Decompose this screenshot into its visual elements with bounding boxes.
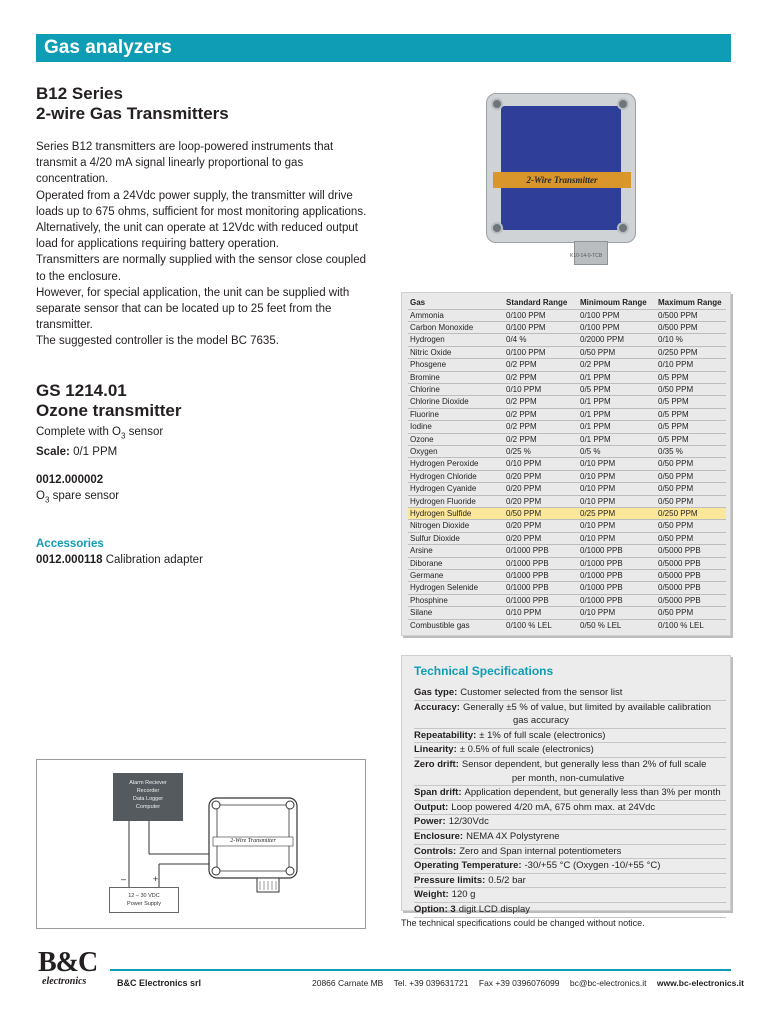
wiring-diagram [36,759,366,929]
spec-value: Loop powered 4/20 mA, 675 ohm max. at 24Vdc [451,801,656,813]
gas-name-cell: Oxygen [408,445,504,457]
table-row [408,371,726,383]
table-row [408,445,726,457]
range-cell: 0/20 PPM [504,470,578,482]
range-cell: 0/10 PPM [504,607,578,619]
range-cell: 0/10 % [656,334,726,346]
spec-value: NEMA 4X Polystyrene [466,830,560,842]
range-cell: 0/2 PPM [504,396,578,408]
range-cell: 0/1000 PPB [578,594,656,606]
range-cell: 0/35 % [656,445,726,457]
spec-row [414,758,726,786]
range-cell: 0/50 PPM [656,520,726,532]
range-cell: 0/20 PPM [504,532,578,544]
table-row [408,582,726,594]
spec-value: 120 g [451,889,476,901]
spec-value: Sensor dependent, but generally less than 2% of full scale per month, non-cumulative [461,758,707,784]
series-title [36,84,229,124]
range-cell: 0/20 PPM [504,520,578,532]
spec-key: Zero drift: [414,758,459,770]
company-logo [36,948,106,992]
spec-key: Enclosure: [414,830,464,842]
specs-title: Technical Specifications [414,664,554,678]
spec-key: Span drift: [414,787,462,799]
table-row [408,396,726,408]
gas-range-table [401,292,731,636]
table-row [408,557,726,569]
gas-name-cell: Hydrogen Peroxide [408,458,504,470]
spec-value: 12/30Vdc [448,816,489,828]
device-enclosure [486,93,636,243]
gas-table [408,297,726,632]
range-cell: 0/1000 PPB [504,545,578,557]
range-cell: 0/1 PPM [578,396,656,408]
contact-info [312,978,752,988]
gas-name-cell: Ammonia [408,309,504,321]
transmitter-image [486,93,646,273]
fax: Fax +39 0396076099 [478,978,560,988]
range-cell: 0/1000 PPB [504,594,578,606]
range-cell: 0/5000 PPB [656,594,726,606]
range-cell: 0/2000 PPM [578,334,656,346]
table-row [408,359,726,371]
logo-sub: electronics [42,976,87,987]
accessories [36,536,203,568]
sensor-label: K10-14-0-TCB [570,253,603,259]
range-cell: 0/5000 PPB [656,582,726,594]
range-cell: 0/1 PPM [578,421,656,433]
table-row [408,483,726,495]
gas-name-cell: Nitrogen Dioxide [408,520,504,532]
range-cell: 0/5000 PPB [656,545,726,557]
spec-row [414,815,726,830]
gas-name-cell: Hydrogen Sulfide [408,508,504,520]
range-cell: 0/250 PPM [656,346,726,358]
spec-value: 0.5/2 bar [488,874,526,886]
diagram-device-label: 2-Wire Transmitter [230,838,276,844]
spec-row [414,845,726,860]
table-row [408,532,726,544]
gas-name-cell: Ozone [408,433,504,445]
company-name: B&C Electronics srl [117,978,202,988]
spec-key: Output: [414,801,449,813]
screw-icon [617,222,629,234]
gas-name-cell: Hydrogen Cyanide [408,483,504,495]
screw-icon [491,222,503,234]
range-cell: 0/1000 PPB [504,582,578,594]
series-line-1: B12 Series [36,84,123,103]
range-cell: 0/1 PPM [578,408,656,420]
range-cell: 0/5000 PPB [656,570,726,582]
table-row [408,520,726,532]
table-row [408,421,726,433]
range-cell: 0/20 PPM [504,483,578,495]
range-cell: 0/10 PPM [578,495,656,507]
range-cell: 0/5 % [578,445,656,457]
spec-value: Application dependent, but generally less than 3% per month [464,787,721,799]
product-code: GS 1214.01 [36,381,127,400]
table-row [408,508,726,520]
gas-name-cell: Phosgene [408,359,504,371]
range-cell: 0/50 PPM [656,532,726,544]
range-cell: 0/5 PPM [656,371,726,383]
gas-name-cell: Hydrogen [408,334,504,346]
gas-name-cell: Iodine [408,421,504,433]
range-cell: 0/25 % [504,445,578,457]
spec-value: Zero and Span internal potentiometers [459,845,622,857]
range-cell: 0/5 PPM [656,408,726,420]
range-cell: 0/100 % LEL [656,619,726,631]
gas-name-cell: Diborane [408,557,504,569]
range-cell: 0/2 PPM [504,433,578,445]
gas-name-cell: Nitric Oxide [408,346,504,358]
range-cell: 0/50 PPM [656,470,726,482]
range-cell: 0/10 PPM [578,520,656,532]
spec-value: -30/+55 °C (Oxygen -10/+55 °C) [524,860,661,872]
gas-name-cell: Phosphine [408,594,504,606]
range-cell: 0/2 PPM [504,359,578,371]
alarm-receiver-block: Alarm Reciever Recorder Data Logger Computer [113,773,183,821]
range-cell: 0/100 PPM [504,321,578,333]
intro-paragraph: However, for special application, the unit can be supplied with separate sensor that can be located up to 25 feet from the transmitter. [36,286,350,332]
table-row [408,433,726,445]
spec-row [414,729,726,744]
product-complete-with: Complete with $O_3$ sensor [36,426,164,441]
spec-value: ± 1% of full scale (electronics) [479,729,606,741]
table-header-row [408,297,726,309]
range-cell: 0/100 PPM [504,346,578,358]
website-link[interactable]: www.bc-electronics.it [656,978,744,988]
range-cell: 0/50 PPM [578,346,656,358]
table-row [408,309,726,321]
spec-key: Operating Temperature: [414,860,522,872]
range-cell: 0/4 % [504,334,578,346]
spec-row [414,801,726,816]
range-cell: 0/500 PPM [656,321,726,333]
range-cell: 0/1000 PPB [504,570,578,582]
spec-row [414,874,726,889]
range-cell: 0/10 PPM [578,607,656,619]
table-row [408,470,726,482]
header-standard-range: Standard Range [506,298,568,308]
spare-code: 0012.000002 [36,474,104,486]
gas-name-cell: Carbon Monoxide [408,321,504,333]
range-cell: 0/50 PPM [656,458,726,470]
spec-row [414,786,726,801]
table-row [408,495,726,507]
range-cell: 0/1000 PPB [578,557,656,569]
spec-row [414,903,726,918]
range-cell: 0/50 PPM [656,483,726,495]
header-gas: Gas [410,298,426,308]
logo-main: B&C [38,947,98,978]
range-cell: 0/25 PPM [578,508,656,520]
range-cell: 0/1000 PPB [578,582,656,594]
table-row [408,607,726,619]
gas-name-cell: Arsine [408,545,504,557]
table-row [408,334,726,346]
range-cell: 0/100 PPM [578,309,656,321]
range-cell: 0/100 PPM [578,321,656,333]
accessories-heading: Accessories [36,538,104,550]
intro-paragraph: Alternatively, the unit can operate at 12Vdc with reduced output load for applications requiring battery operation. [36,222,358,251]
range-cell: 0/1 PPM [578,433,656,445]
range-cell: 0/250 PPM [656,508,726,520]
spec-key: Accuracy: [414,701,460,713]
minus-sign: – [121,874,127,884]
accessory-item: 0012.000118 Calibration adapter [36,554,203,566]
range-cell: 0/1000 PPB [578,545,656,557]
intro-text [36,139,371,350]
wiring-lines [37,760,367,930]
range-cell: 0/50 PPM [656,383,726,395]
range-cell: 0/10 PPM [578,470,656,482]
spare-desc: $O_3$ spare sensor [36,490,120,505]
spec-row [414,701,726,729]
header-banner [36,34,731,62]
range-cell: 0/100 % LEL [504,619,578,631]
footer-divider [110,969,731,971]
spec-key: Controls: [414,845,457,857]
range-cell: 0/1 PPM [578,371,656,383]
spec-value: ± 0.5% of full scale (electronics) [459,744,594,756]
spec-row [414,686,726,701]
technical-specifications [401,655,731,915]
gas-name-cell: Sulfur Dioxide [408,532,504,544]
spec-key: Repeatability: [414,729,477,741]
spec-key: Weight: [414,889,449,901]
gas-name-cell: Hydrogen Selenide [408,582,504,594]
range-cell: 0/5000 PPB [656,557,726,569]
table-row [408,346,726,358]
spec-key: Power: [414,816,446,828]
screw-icon [617,98,629,110]
table-row [408,545,726,557]
spec-value: Customer selected from the sensor list [460,687,623,698]
range-cell: 0/5 PPM [578,383,656,395]
table-row [408,321,726,333]
screw-icon [491,98,503,110]
header-minimum-range: Minimoum Range [580,298,647,308]
address: 20866 Carnate MB [312,978,384,988]
table-row [408,408,726,420]
gas-name-cell: Combustible gas [408,619,504,631]
range-cell: 0/2 PPM [504,408,578,420]
range-cell: 0/10 PPM [504,458,578,470]
header-maximum-range: Maximum Range [658,298,722,308]
plus-sign: + [153,874,159,884]
spec-row [414,743,726,758]
range-cell: 0/20 PPM [504,495,578,507]
table-row [408,383,726,395]
range-cell: 0/500 PPM [656,309,726,321]
banner-title: Gas analyzers [44,37,172,58]
power-supply-block: 12 – 30 VDC Power Supply [109,887,179,913]
spec-list [414,686,726,918]
gas-name-cell: Silane [408,607,504,619]
range-cell: 0/10 PPM [578,532,656,544]
range-cell: 0/2 PPM [504,421,578,433]
gas-name-cell: Chlorine Dioxide [408,396,504,408]
range-cell: 0/1000 PPB [578,570,656,582]
spec-key: Option: 3 [414,903,456,915]
range-cell: 0/2 PPM [504,371,578,383]
table-row [408,458,726,470]
gas-name-cell: Hydrogen Chloride [408,470,504,482]
range-cell: 0/50 PPM [504,508,578,520]
spec-value: digit LCD display [458,903,530,915]
intro-paragraph: The suggested controller is the model BC 7635. [36,335,279,348]
range-cell: 0/2 PPM [578,359,656,371]
intro-paragraph: Series B12 transmitters are loop-powered instruments that transmit a 4/20 mA signal linearly proportional to gas concentration. [36,141,334,186]
product-name: Ozone transmitter [36,401,182,420]
gas-name-cell: Bromine [408,371,504,383]
device-label: 2-Wire Transmitter [493,172,631,188]
gas-name-cell: Fluorine [408,408,504,420]
range-cell: 0/10 PPM [656,359,726,371]
spec-row [414,859,726,874]
product-description [36,424,163,460]
range-cell: 0/1000 PPB [504,557,578,569]
range-cell: 0/10 PPM [504,383,578,395]
specs-notice: The technical specifications could be changed without notice. [401,918,645,928]
spec-key: Pressure limits: [414,874,486,886]
range-cell: 0/50 PPM [656,607,726,619]
gas-name-cell: Hydrogen Fluoride [408,495,504,507]
spec-row [414,888,726,903]
range-cell: 0/50 % LEL [578,619,656,631]
range-cell: 0/5 PPM [656,433,726,445]
product-scale: Scale: 0/1 PPM [36,446,118,459]
gas-name-cell: Germane [408,570,504,582]
table-row [408,619,726,631]
device-face [501,106,621,230]
range-cell: 0/5 PPM [656,396,726,408]
intro-paragraph: Operated from a 24Vdc power supply, the transmitter will drive loads up to 675 ohms, sufficient for most monitoring applications. [36,189,367,218]
phone: Tel. +39 039631721 [393,978,469,988]
table-row [408,594,726,606]
spare-sensor [36,472,119,508]
range-cell: 0/10 PPM [578,458,656,470]
spec-key: Linearity: [414,744,457,756]
spec-key: Gas type: [414,687,458,698]
intro-paragraph: Transmitters are normally supplied with the sensor close coupled to the enclosure. [36,254,367,283]
range-cell: 0/10 PPM [578,483,656,495]
series-line-2: 2-wire Gas Transmitters [36,104,229,123]
range-cell: 0/5 PPM [656,421,726,433]
email-link[interactable]: bc@bc-electronics.it [569,978,647,988]
table-row [408,570,726,582]
product-title [36,381,181,421]
gas-name-cell: Chlorine [408,383,504,395]
spec-row [414,830,726,845]
spec-value: Generally ±5 % of value, but limited by available calibration gas accuracy [462,701,712,727]
range-cell: 0/50 PPM [656,495,726,507]
range-cell: 0/100 PPM [504,309,578,321]
